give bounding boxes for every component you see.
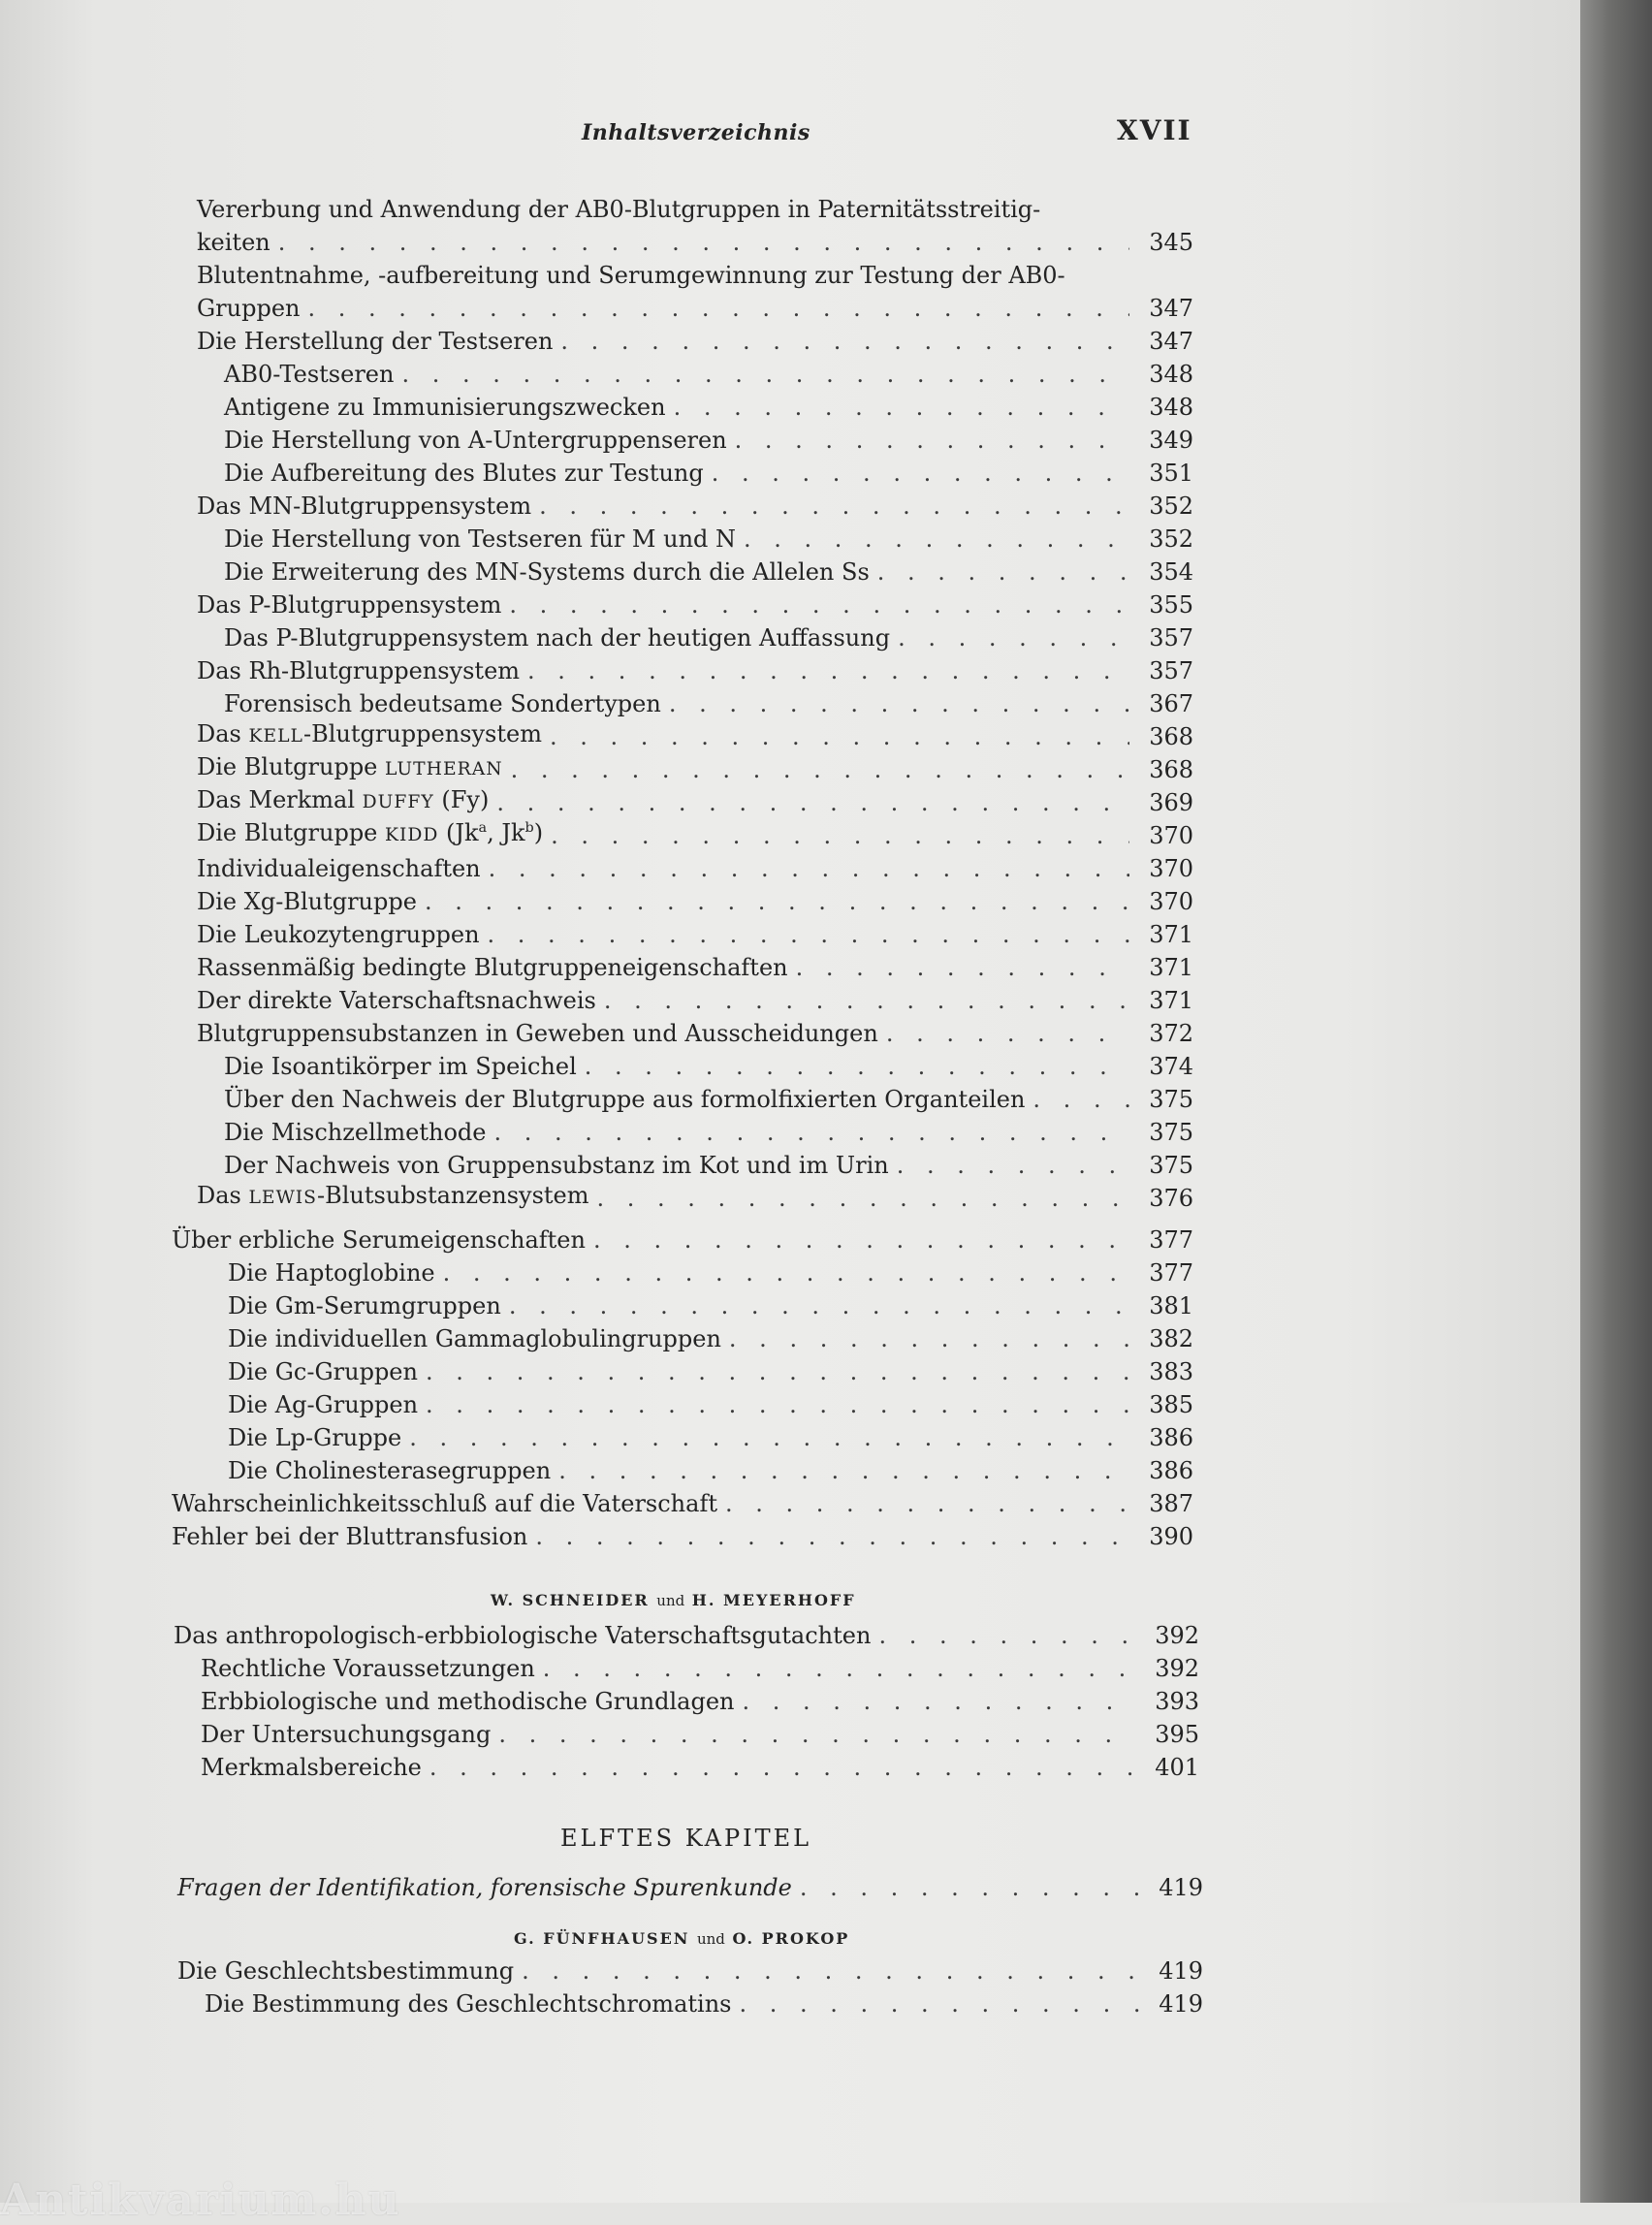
toc-page-number: 386 — [1149, 1457, 1193, 1484]
toc-entry-text: Die Herstellung von A-Untergruppenseren — [224, 427, 727, 454]
toc-entry — [197, 621, 1193, 654]
chapter-title-entry — [177, 1871, 1203, 1904]
toc-page-number: 348 — [1149, 361, 1193, 388]
toc-entry — [197, 457, 1193, 490]
toc-page-number: 370 — [1149, 888, 1193, 915]
toc-page-number: 371 — [1149, 921, 1193, 948]
toc-page-number: 382 — [1149, 1325, 1193, 1352]
toc-entry — [172, 1322, 1193, 1355]
leader-dots — [597, 1182, 1130, 1215]
toc-entry-text: Über erbliche Serumeigenschaften — [172, 1226, 586, 1254]
toc-entry-text: Das anthropologisch-erbbiologische Vaterschaftsgutachten — [174, 1622, 872, 1649]
toc-entry-text: Die individuellen Gammaglobulingruppen — [228, 1325, 721, 1352]
leader-dots — [585, 1050, 1129, 1083]
leader-dots — [426, 1355, 1129, 1388]
toc-page-number: 386 — [1149, 1424, 1193, 1451]
toc-entry — [197, 819, 1193, 852]
toc-entry — [197, 720, 1193, 753]
toc-entry-text: AB0-Testseren — [224, 361, 395, 388]
leader-dots — [735, 424, 1129, 457]
leader-dots — [898, 621, 1129, 654]
toc-entry — [197, 1083, 1193, 1116]
toc-entry — [197, 1017, 1193, 1050]
author-line: W. SCHNEIDER und H. MEYERHOFF — [491, 1591, 856, 1609]
toc-page-number: 349 — [1149, 427, 1193, 454]
toc-entry — [172, 1224, 1193, 1256]
toc-entry-text: Rassenmäßig bedingte Blutgruppeneigenschaften — [197, 954, 788, 981]
toc-entry-text: Antigene zu Immunisierungszwecken — [224, 394, 666, 421]
toc-entry-text: Über den Nachweis der Blutgruppe aus formolfixierten Organteilen — [224, 1086, 1026, 1113]
toc-entry — [172, 1487, 1193, 1520]
toc-entry — [197, 951, 1193, 984]
leader-dots — [429, 1751, 1135, 1784]
toc-page-number: 383 — [1149, 1358, 1193, 1385]
leader-dots — [796, 951, 1129, 984]
toc-entry-text: Blutgruppensubstanzen in Geweben und Ausscheidungen — [197, 1020, 878, 1047]
leader-dots — [739, 1987, 1139, 2020]
chapter-title: Fragen der Identifikation, forensische Spurenkunde — [177, 1874, 792, 1901]
toc-entry — [174, 1652, 1199, 1685]
toc-entry — [197, 424, 1193, 457]
toc-page-number: 357 — [1149, 624, 1193, 652]
toc-entry — [172, 1289, 1193, 1322]
toc-entry-text: Die Herstellung der Testseren — [197, 328, 554, 355]
toc-entry-text: Erbbiologische und methodische Grundlagen — [201, 1688, 735, 1715]
toc-entry-text: Das Rh-Blutgruppensystem — [197, 657, 521, 684]
toc-page-number: 375 — [1149, 1119, 1193, 1146]
toc-page-number: 385 — [1149, 1391, 1193, 1418]
leader-dots — [558, 1454, 1129, 1487]
toc-entry-text: Das Merkmal DUFFY (Fy) — [197, 786, 490, 813]
toc-entry — [197, 753, 1193, 786]
toc-entry — [197, 490, 1193, 523]
toc-page-number: 381 — [1149, 1292, 1193, 1319]
toc-entry-text-line2: Gruppen — [197, 295, 301, 322]
toc-page-number: 374 — [1149, 1053, 1193, 1080]
watermark: Antikvarium.hu — [0, 2176, 401, 2225]
toc-page-number: 357 — [1149, 657, 1193, 684]
toc-page-number: 375 — [1149, 1086, 1193, 1113]
toc-entry-text: Forensisch bedeutsame Sondertypen — [224, 690, 661, 717]
leader-dots — [744, 523, 1129, 556]
toc-entry — [172, 1421, 1193, 1454]
toc-entry — [172, 1454, 1193, 1487]
toc-entry-text-line1: Vererbung und Anwendung der AB0-Blutgruppen in Paternitätsstreitig- — [197, 196, 1041, 223]
toc-entry-text: Der direkte Vaterschaftsnachweis — [197, 987, 596, 1014]
leader-dots — [604, 984, 1129, 1017]
leader-dots — [729, 1322, 1129, 1355]
toc-entry — [197, 523, 1193, 556]
toc-page-number: 371 — [1149, 987, 1193, 1014]
leader-dots — [409, 1421, 1129, 1454]
toc-entry — [177, 1871, 1203, 1904]
toc-entry-text: Die Erweiterung des MN-Systems durch die Allelen Ss — [224, 558, 870, 586]
author-line: G. FÜNFHAUSEN und O. PROKOP — [514, 1929, 850, 1948]
toc-entry — [172, 1256, 1193, 1289]
toc-page-number: 355 — [1149, 591, 1193, 619]
toc-entry-text: Individualeigenschaften — [197, 855, 481, 882]
toc-page-number: 372 — [1149, 1020, 1193, 1047]
toc-section-identifikation — [177, 1955, 1203, 2020]
toc-entry-text: Die Bestimmung des Geschlechtschromatins — [205, 1990, 732, 2018]
toc-entry — [197, 391, 1193, 424]
leader-dots — [425, 885, 1129, 918]
toc-page-number: 392 — [1155, 1622, 1199, 1649]
toc-page-number: 369 — [1149, 789, 1193, 816]
toc-entry-text: Wahrscheinlichkeitsschluß auf die Vaterschaft — [172, 1490, 717, 1517]
toc-page-number: 367 — [1149, 690, 1193, 717]
leader-dots — [1032, 1083, 1129, 1116]
toc-entry — [197, 852, 1193, 885]
toc-page-number: 375 — [1149, 1152, 1193, 1179]
leader-dots — [489, 852, 1129, 885]
toc-page-number: 347 — [1149, 295, 1193, 322]
toc-entry-text: Der Untersuchungsgang — [201, 1721, 492, 1748]
toc-entry-text: Die Aufbereitung des Blutes zur Testung — [224, 460, 704, 487]
toc-page-number: 352 — [1149, 525, 1193, 553]
toc-entry-text: Die Ag-Gruppen — [228, 1391, 419, 1418]
toc-entry-text: Die Lp-Gruppe — [228, 1424, 402, 1451]
toc-page-number: 352 — [1149, 493, 1193, 520]
toc-entry-text: Merkmalsbereiche — [201, 1754, 422, 1781]
leader-dots — [593, 1224, 1129, 1256]
toc-page-number: 377 — [1149, 1259, 1193, 1287]
toc-page-number: 393 — [1155, 1688, 1199, 1715]
toc-entry-text: Die Leukozytengruppen — [197, 921, 480, 948]
toc-entry-text: Das P-Blutgruppensystem — [197, 591, 502, 619]
leader-dots — [725, 1487, 1129, 1520]
toc-entry-text-line2: keiten — [197, 229, 270, 256]
leader-dots — [543, 1652, 1135, 1685]
toc-entry — [197, 786, 1193, 819]
running-header-page-number: XVII — [1117, 114, 1192, 146]
toc-entry-text: Das P-Blutgruppensystem nach der heutigen Auffassung — [224, 624, 891, 652]
leader-dots — [743, 1685, 1136, 1718]
toc-page-number: 377 — [1149, 1226, 1193, 1254]
leader-dots — [712, 457, 1129, 490]
leader-dots — [511, 753, 1129, 786]
toc-section-vaterschaft — [174, 1619, 1199, 1784]
toc-entry-text: Die Gm-Serumgruppen — [228, 1292, 501, 1319]
toc-page-number: 419 — [1159, 1990, 1203, 2018]
toc-page-number: 351 — [1149, 460, 1193, 487]
toc-entry — [197, 687, 1193, 720]
toc-page-number: 401 — [1155, 1754, 1199, 1781]
running-header-title: Inhaltsverzeichnis — [582, 120, 810, 145]
toc-entry — [197, 1182, 1193, 1215]
toc-page-number: 345 — [1149, 229, 1193, 256]
toc-page-number: 390 — [1149, 1523, 1193, 1550]
leader-dots — [426, 1388, 1129, 1421]
toc-entry — [197, 325, 1193, 358]
leader-dots — [878, 1619, 1135, 1652]
toc-entry — [197, 1050, 1193, 1083]
toc-entry-text: Die Mischzellmethode — [224, 1119, 487, 1146]
toc-entry-text: Die Geschlechtsbestimmung — [177, 1957, 515, 1985]
toc-entry-text: Die Isoantikörper im Speichel — [224, 1053, 577, 1080]
toc-page-number: 348 — [1149, 394, 1193, 421]
toc-page-number: 370 — [1149, 855, 1193, 882]
leader-dots — [669, 687, 1129, 720]
leader-dots — [308, 292, 1130, 325]
toc-entry-text: Die Xg-Blutgruppe — [197, 888, 417, 915]
toc-entry — [174, 1619, 1199, 1652]
toc-entry-text: Der Nachweis von Gruppensubstanz im Kot und im Urin — [224, 1152, 889, 1179]
toc-entry-text: Das MN-Blutgruppensystem — [197, 493, 532, 520]
leader-dots — [550, 720, 1129, 753]
leader-dots — [522, 1955, 1139, 1987]
leader-dots — [800, 1871, 1139, 1904]
toc-entry — [197, 885, 1193, 918]
toc-page-number: 419 — [1159, 1874, 1203, 1901]
toc-page-number: 387 — [1149, 1490, 1193, 1517]
leader-dots — [877, 556, 1129, 588]
toc-entry-text: Das LEWIS-Blutsubstanzensystem — [197, 1182, 589, 1209]
toc-entry — [174, 1751, 1199, 1784]
leader-dots — [509, 588, 1129, 621]
toc-entry — [197, 984, 1193, 1017]
leader-dots — [886, 1017, 1129, 1050]
toc-entry-text: Die Cholinesterasegruppen — [228, 1457, 552, 1484]
leader-dots — [401, 358, 1129, 391]
toc-entry — [197, 1149, 1193, 1182]
leader-dots — [494, 1116, 1130, 1149]
toc-page-number: 347 — [1149, 328, 1193, 355]
leader-dots — [551, 819, 1129, 852]
toc-page-number: 354 — [1149, 558, 1193, 586]
toc-page-number: 419 — [1159, 1957, 1203, 1985]
toc-entry — [197, 556, 1193, 588]
toc-entry — [177, 1987, 1203, 2020]
toc-page-number: 371 — [1149, 954, 1193, 981]
toc-entry — [197, 588, 1193, 621]
toc-entry-text: Das KELL-Blutgruppensystem — [197, 720, 542, 747]
toc-section-blutgruppen — [197, 193, 1193, 1215]
toc-entry-text-line1: Blutentnahme, -aufbereitung und Serumgewinnung zur Testung der AB0- — [197, 262, 1065, 289]
toc-entry-text: Fehler bei der Bluttransfusion — [172, 1523, 528, 1550]
leader-dots — [560, 325, 1129, 358]
book-spine-edge — [1580, 0, 1652, 2203]
toc-entry-text: Die Herstellung von Testseren für M und N — [224, 525, 737, 553]
toc-entry — [197, 193, 1193, 259]
leader-dots — [674, 391, 1129, 424]
toc-entry-text: Die Blutgruppe LUTHERAN — [197, 753, 503, 780]
toc-entry-text: Die Gc-Gruppen — [228, 1358, 418, 1385]
leader-dots — [527, 654, 1129, 687]
leader-dots — [897, 1149, 1129, 1182]
toc-section-serum — [172, 1224, 1193, 1553]
toc-entry — [172, 1355, 1193, 1388]
toc-entry — [197, 1116, 1193, 1149]
toc-page-number: 376 — [1149, 1185, 1193, 1212]
toc-entry — [174, 1685, 1199, 1718]
toc-entry — [197, 259, 1193, 325]
leader-dots — [509, 1289, 1129, 1322]
toc-entry — [197, 918, 1193, 951]
toc-entry — [174, 1718, 1199, 1751]
toc-page-number: 392 — [1155, 1655, 1199, 1682]
toc-page-number: 368 — [1149, 723, 1193, 750]
leader-dots — [488, 918, 1129, 951]
toc-entry-text: Die Haptoglobine — [228, 1259, 435, 1287]
toc-entry — [177, 1955, 1203, 1987]
leader-dots — [498, 1718, 1135, 1751]
toc-entry — [197, 654, 1193, 687]
toc-page-number: 368 — [1149, 756, 1193, 783]
leader-dots — [496, 786, 1129, 819]
toc-entry-text: Rechtliche Voraussetzungen — [201, 1655, 535, 1682]
chapter-heading: ELFTES KAPITEL — [560, 1825, 812, 1852]
toc-page-number: 370 — [1149, 822, 1193, 849]
leader-dots — [443, 1256, 1129, 1289]
toc-entry — [172, 1388, 1193, 1421]
toc-entry-text: Die Blutgruppe KIDD (Jk$^a$, Jk$^b$) — [197, 819, 544, 846]
leader-dots — [278, 226, 1129, 259]
leader-dots — [535, 1520, 1129, 1553]
toc-entry — [172, 1520, 1193, 1553]
toc-page-number: 395 — [1155, 1721, 1199, 1748]
leader-dots — [539, 490, 1129, 523]
toc-entry — [197, 358, 1193, 391]
